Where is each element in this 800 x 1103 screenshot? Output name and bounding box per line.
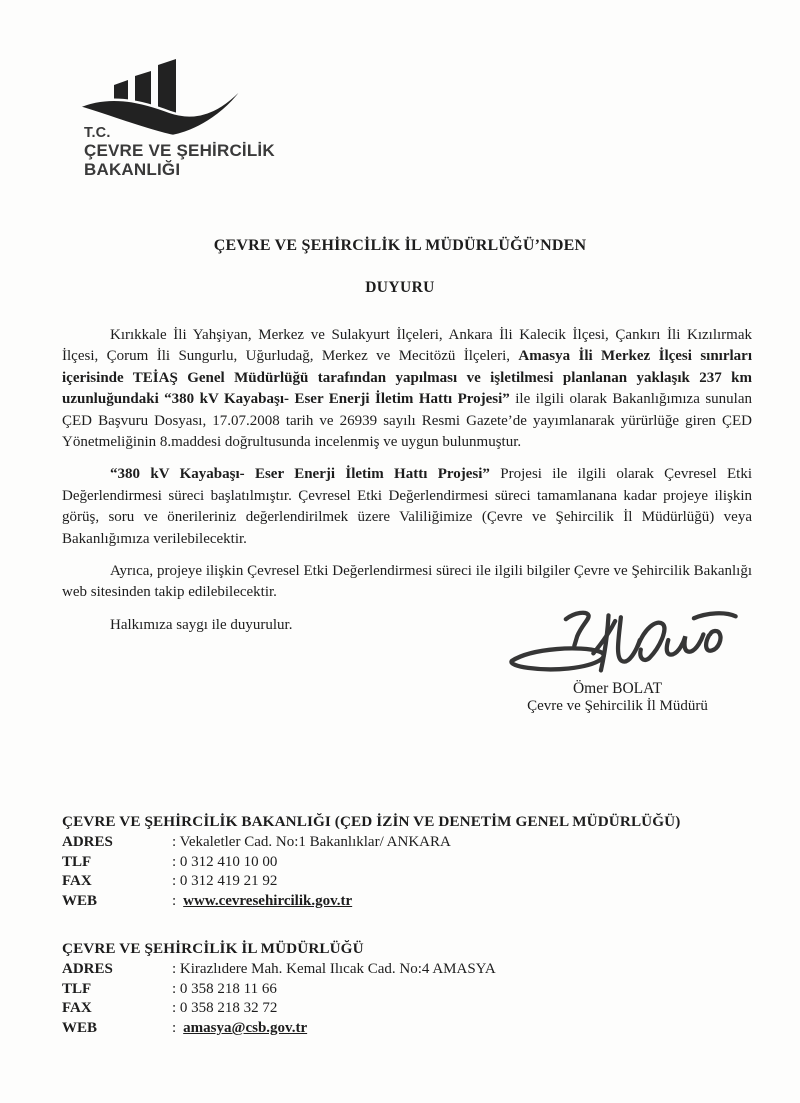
contact-row-web xyxy=(62,1020,762,1040)
contact-value: : Kirazlıdere Mah. Kemal Ilıcak Cad. No:4 AMASYA xyxy=(172,961,496,977)
directorate-email: amasya@csb.gov.tr xyxy=(183,1020,308,1037)
paragraph-3: Ayrıca, projeye ilişkin Çevresel Etki Değerlendirmesi süreci ile ilgili bilgiler Çevre ve Şehircilik Bakanlığı web sitesinden takip edilebilecektir. xyxy=(62,563,752,601)
contact-value: : 0 312 410 10 00 xyxy=(172,853,278,870)
contact-value: : 0 358 218 11 66 xyxy=(172,980,277,997)
contact-block-provincial-directorate xyxy=(62,940,762,1040)
contact-row-web xyxy=(62,893,762,913)
contact-label: WEB xyxy=(62,1020,98,1037)
ministry-website-url: www.cevresehircilik.gov.tr xyxy=(183,893,353,910)
p1-text-end: ile ilgili olarak Bakanlığımıza sunulan ÇED Başvuru Dosyası, 17.07.2008 tarih ve 26939 sayılı Resmi Gazete’de yayımlanarak yürürlüğe giren ÇED Yönetmeliğinin 8.maddesi doğrultusunda incelenmiş ve uygun bulunmuştur. xyxy=(62,391,752,451)
contact-label: TLF xyxy=(62,980,92,997)
contact-row-adres xyxy=(62,834,762,854)
contact-row-tlf xyxy=(62,981,762,1001)
letterhead xyxy=(84,125,275,179)
signature-block xyxy=(470,604,765,715)
p1-text-bold: Amasya İli Merkez İlçesi sınırları içerisinde TEİAŞ Genel Müdürlüğü tarafından yapılması ve işletilmesi planlanan yaklaşık 237 km uzunluğundaki “380 kV Kayabaşı- Eser Enerji İletim Hattı Projesi” xyxy=(62,348,752,408)
contact-value: : 0 358 218 32 72 xyxy=(172,1000,278,1017)
signatory-name: Ömer BOLAT xyxy=(572,680,663,697)
p2-text: Projesi ile ilgili olarak Çevresel Etki Değerlendirmesi süreci başlatılmıştır. Çevresel Etki Değerlendirmesi süreci tamamlanana kadar projeye ilişkin görüş, soru ve önerileriniz değerlendirilmek üzere Valiliğimize (Çevre ve Şehircilik İl Müdürlüğü) veya Bakanlığımıza verilebilecektir. xyxy=(62,466,752,547)
contact-block-ministry xyxy=(62,813,762,913)
contact-label: FAX xyxy=(62,1000,92,1017)
letterhead-tc: T.C. xyxy=(84,125,111,141)
contact-row-fax xyxy=(62,1000,762,1020)
paragraph-2 xyxy=(62,464,752,550)
contact-row-tlf xyxy=(62,854,762,874)
contact-colon: : xyxy=(172,1020,177,1037)
signatory-title: Çevre ve Şehircilik İl Müdürü xyxy=(527,698,708,714)
p2-text-bold: “380 kV Kayabaşı- Eser Enerji İletim Hattı Projesi” xyxy=(110,466,490,483)
letter-body xyxy=(62,325,752,647)
contact-label: TLF xyxy=(62,853,92,870)
letterhead-ministry-line1: ÇEVRE VE ŞEHİRCİLİK xyxy=(84,141,275,161)
contact-label: ADRES xyxy=(62,834,113,850)
contact-row-fax xyxy=(62,873,762,893)
contact-label: WEB xyxy=(62,893,98,910)
document-title: ÇEVRE VE ŞEHİRCİLİK İL MÜDÜRLÜĞÜ’NDEN xyxy=(213,237,587,254)
letterhead-ministry-line2: BAKANLIĞI xyxy=(84,160,181,180)
contact-label: ADRES xyxy=(62,961,113,977)
contact-value: : 0 312 419 21 92 xyxy=(172,873,278,890)
contact-header: ÇEVRE VE ŞEHİRCİLİK BAKANLIĞI (ÇED İZİN VE DENETİM GENEL MÜDÜRLÜĞÜ) xyxy=(62,813,681,830)
contact-value: : Vekaletler Cad. No:1 Bakanlıklar/ ANKARA xyxy=(172,834,451,850)
contact-header: ÇEVRE VE ŞEHİRCİLİK İL MÜDÜRLÜĞÜ xyxy=(62,940,364,957)
closing-line: Halkımıza saygı ile duyurulur. xyxy=(110,616,293,633)
p1-text-start: Kırıkkale İli Yahşiyan, Merkez ve Sulakyurt İlçeleri, Ankara İli Kalecik İlçesi, Çankırı İli Kızılırmak İlçesi, Çorum İli Sungurlu, Uğurludağ, Merkez ve Mecitözü İlçeleri, xyxy=(62,327,752,365)
document-subtitle: DUYURU xyxy=(365,279,435,296)
contact-colon: : xyxy=(172,893,177,910)
handwritten-signature-icon xyxy=(484,604,752,678)
paragraph-1 xyxy=(62,325,752,453)
contact-row-adres xyxy=(62,961,762,981)
contact-label: FAX xyxy=(62,873,92,890)
